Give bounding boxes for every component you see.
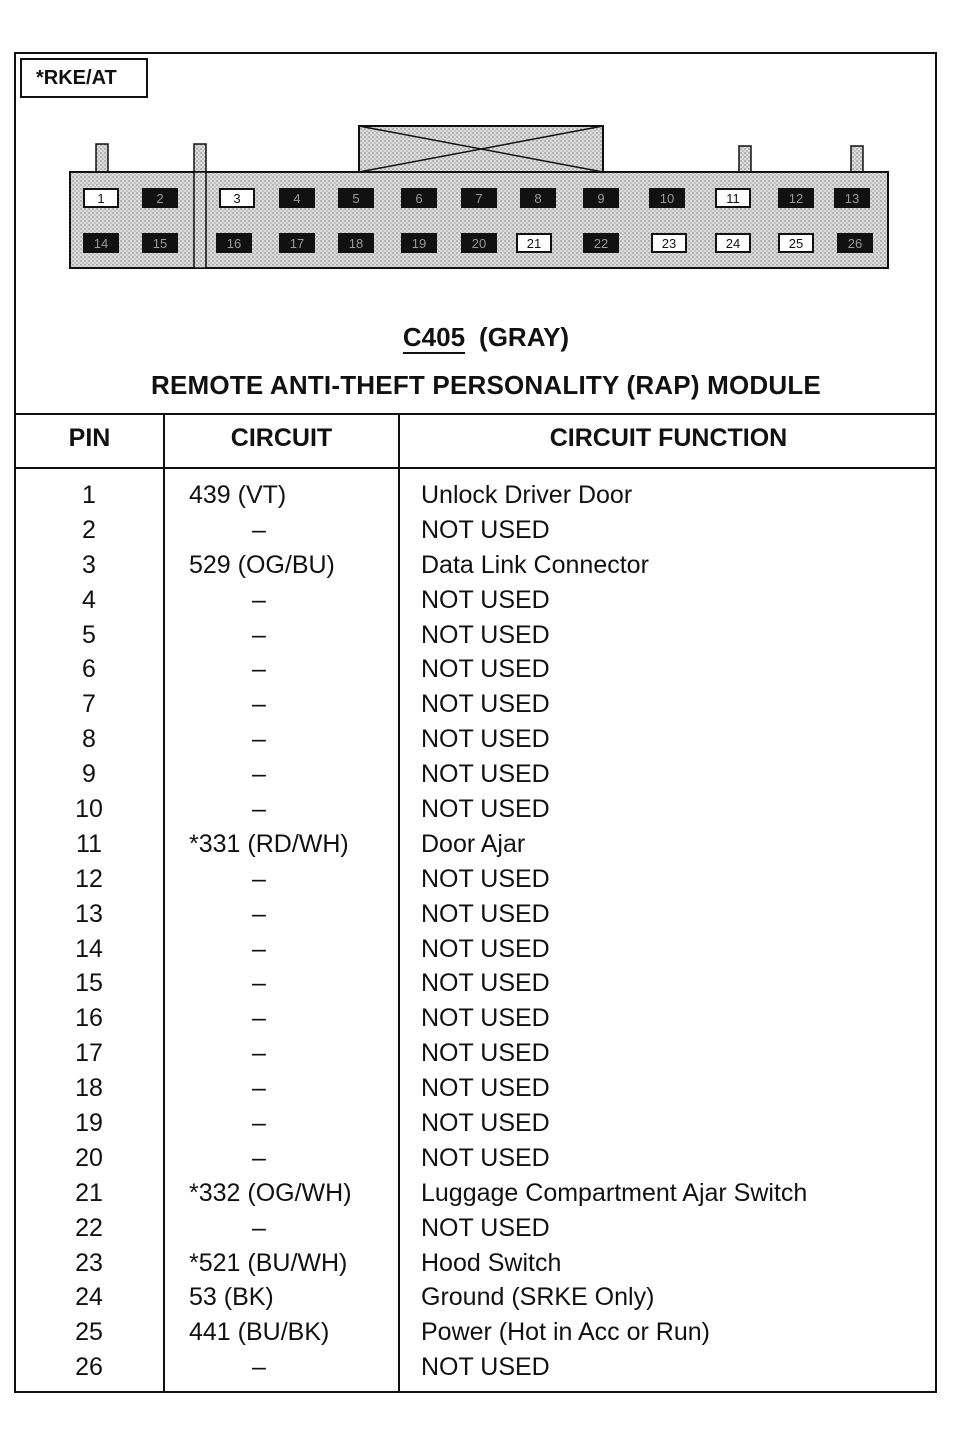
circuit-code: – (252, 1353, 266, 1382)
circuit-code: – (252, 1004, 266, 1033)
pin-number: 15 (75, 969, 103, 998)
circuit-function: NOT USED (421, 899, 550, 928)
connector-title (0, 322, 972, 353)
table-row (14, 1071, 937, 1106)
connector-pin-16 (217, 234, 251, 252)
connector-id: C405 (402, 322, 466, 352)
circuit-function: NOT USED (421, 1004, 550, 1033)
table-row (14, 897, 937, 932)
circuit-code: – (252, 515, 266, 544)
circuit-function: Data Link Connector (421, 550, 649, 579)
circuit-code: – (252, 864, 266, 893)
connector-pin-label: 1 (97, 191, 105, 206)
connector-pin-label: 14 (93, 236, 109, 251)
connector-pin-6 (402, 189, 436, 207)
table-row (14, 1036, 937, 1071)
circuit-code: 439 (VT) (189, 481, 287, 509)
connector-pin-label: 10 (659, 191, 675, 206)
connector-pin-24 (716, 234, 750, 252)
circuit-function: NOT USED (421, 1213, 550, 1242)
connector-pin-label: 13 (844, 191, 860, 206)
divider-top (14, 413, 937, 415)
connector-pin-20 (462, 234, 496, 252)
pinout-table-body (14, 478, 937, 1385)
connector-diagram (0, 0, 972, 300)
module-name: REMOTE ANTI-THEFT PERSONALITY (RAP) MODULE (151, 370, 821, 400)
circuit-function: NOT USED (421, 1109, 550, 1138)
table-row (14, 1246, 937, 1281)
circuit-function: NOT USED (421, 760, 550, 789)
connector-pin-9 (584, 189, 618, 207)
table-row (14, 1211, 937, 1246)
pin-number: 5 (82, 620, 96, 649)
table-row (14, 1176, 937, 1211)
circuit-function: NOT USED (421, 969, 550, 998)
connector-pin-label: 26 (847, 236, 863, 251)
circuit-code: – (252, 585, 266, 614)
connector-pin-11 (716, 189, 750, 207)
circuit-function: NOT USED (421, 864, 550, 893)
table-row (14, 583, 937, 618)
circuit-function: NOT USED (421, 1353, 550, 1382)
pin-number: 10 (75, 795, 103, 824)
connector-pin-15 (143, 234, 177, 252)
connector-color: (GRAY) (479, 322, 570, 352)
connector-pin-label: 4 (293, 191, 301, 206)
circuit-code: – (252, 1143, 266, 1172)
circuit-code: – (252, 620, 266, 649)
rke-at-tag: *RKE/AT (20, 58, 148, 98)
circuit-function: Unlock Driver Door (421, 481, 633, 509)
pin-number: 11 (76, 829, 102, 858)
pin-number: 3 (82, 550, 96, 579)
circuit-function: NOT USED (421, 1039, 550, 1068)
pin-number: 4 (82, 585, 96, 614)
circuit-function: NOT USED (421, 620, 550, 649)
connector-pin-14 (84, 234, 118, 252)
circuit-code: 441 (BU/BK) (189, 1318, 330, 1347)
connector-pin-label: 23 (661, 236, 677, 251)
circuit-code: – (252, 760, 266, 789)
circuit-function: Hood Switch (421, 1248, 562, 1277)
connector-pin-label: 19 (411, 236, 427, 251)
pin-number: 25 (75, 1318, 103, 1347)
connector-pin-21 (517, 234, 551, 252)
connector-pin-10 (650, 189, 684, 207)
connector-pin-label: 7 (475, 191, 483, 206)
circuit-code: – (252, 725, 266, 754)
table-row (14, 757, 937, 792)
table-row (14, 1106, 937, 1141)
pin-number: 22 (75, 1213, 103, 1242)
connector-pin-1 (84, 189, 118, 207)
circuit-function: NOT USED (421, 1074, 550, 1103)
connector-pin-label: 5 (352, 191, 360, 206)
circuit-code: 53 (BK) (189, 1283, 274, 1312)
connector-pin-label: 16 (226, 236, 242, 251)
connector-pin-label: 9 (597, 191, 605, 206)
pin-number: 16 (75, 1004, 103, 1033)
pin-number: 24 (75, 1283, 103, 1312)
circuit-function: Power (Hot in Acc or Run) (421, 1318, 710, 1347)
table-row (14, 548, 937, 583)
connector-pin-23 (652, 234, 686, 252)
connector-pin-13 (835, 189, 869, 207)
connector-pin-25 (779, 234, 813, 252)
connector-pin-label: 21 (526, 236, 542, 251)
circuit-code: – (252, 1213, 266, 1242)
table-row (14, 618, 937, 653)
circuit-code: – (252, 1109, 266, 1138)
circuit-function: NOT USED (421, 934, 550, 963)
connector-pin-label: 17 (289, 236, 305, 251)
circuit-function: Ground (SRKE Only) (421, 1283, 655, 1312)
pin-number: 14 (75, 934, 103, 963)
circuit-code: – (252, 655, 266, 684)
connector-pin-7 (462, 189, 496, 207)
table-row (14, 966, 937, 1001)
table-row (14, 687, 937, 722)
connector-pin-8 (521, 189, 555, 207)
pin-number: 17 (75, 1039, 103, 1068)
circuit-code: 529 (OG/BU) (189, 550, 335, 579)
connector-pin-label: 24 (725, 236, 741, 251)
circuit-code: – (252, 1039, 266, 1068)
connector-pin-label: 15 (152, 236, 168, 251)
connector-pin-22 (584, 234, 618, 252)
connector-pin-label: 20 (471, 236, 487, 251)
connector-body (70, 172, 888, 268)
connector-pin-17 (280, 234, 314, 252)
table-row (14, 1350, 937, 1385)
connector-pin-label: 8 (534, 191, 542, 206)
pin-number: 12 (75, 864, 103, 893)
circuit-code: *521 (BU/WH) (189, 1248, 348, 1277)
connector-pin-26 (838, 234, 872, 252)
circuit-function: NOT USED (421, 585, 550, 614)
connector-pin-label: 2 (156, 191, 164, 206)
circuit-function: NOT USED (421, 655, 550, 684)
header-circuit: CIRCUIT (230, 424, 333, 452)
table-row (14, 827, 937, 862)
connector-pin-label: 11 (726, 191, 740, 206)
pin-number: 9 (82, 760, 96, 789)
table-row (14, 722, 937, 757)
circuit-code: – (252, 1074, 266, 1103)
header-circuit-function: CIRCUIT FUNCTION (549, 424, 788, 452)
connector-pin-label: 6 (415, 191, 423, 206)
circuit-code: – (252, 899, 266, 928)
table-row (14, 1280, 937, 1315)
pin-number: 23 (75, 1248, 103, 1277)
pin-number: 7 (82, 690, 96, 719)
pin-number: 21 (75, 1178, 103, 1207)
circuit-function: NOT USED (421, 1143, 550, 1172)
table-row (14, 792, 937, 827)
pin-number: 18 (75, 1074, 103, 1103)
pin-number: 8 (82, 725, 96, 754)
circuit-code: *331 (RD/WH) (189, 829, 349, 858)
header-pin: PIN (68, 424, 111, 452)
connector-pin-18 (339, 234, 373, 252)
divider-header (14, 467, 937, 469)
table-row (14, 932, 937, 967)
table-row (14, 478, 937, 513)
pin-number: 13 (75, 899, 103, 928)
connector-pin-12 (779, 189, 813, 207)
connector-pin-5 (339, 189, 373, 207)
table-row (14, 652, 937, 687)
pin-number: 2 (82, 515, 96, 544)
connector-divider (194, 172, 206, 268)
circuit-code: – (252, 795, 266, 824)
circuit-function: Luggage Compartment Ajar Switch (421, 1178, 808, 1207)
circuit-function: NOT USED (421, 795, 550, 824)
connector-pin-label: 25 (788, 236, 804, 251)
circuit-function: NOT USED (421, 690, 550, 719)
connector-pin-3 (220, 189, 254, 207)
pin-number: 1 (82, 481, 96, 509)
circuit-function: Door Ajar (421, 829, 526, 858)
connector-pin-2 (143, 189, 177, 207)
circuit-function: NOT USED (421, 725, 550, 754)
table-row (14, 1141, 937, 1176)
table-row (14, 513, 937, 548)
circuit-code: – (252, 969, 266, 998)
table-row (14, 1315, 937, 1350)
connector-pin-19 (402, 234, 436, 252)
connector-pin-label: 12 (788, 191, 804, 206)
connector-pin-label: 3 (233, 191, 241, 206)
circuit-code: – (252, 934, 266, 963)
table-row (14, 862, 937, 897)
table-row (14, 1001, 937, 1036)
circuit-code: *332 (OG/WH) (189, 1178, 352, 1207)
pin-number: 20 (75, 1143, 103, 1172)
connector-pin-label: 18 (348, 236, 364, 251)
pin-number: 6 (82, 655, 96, 684)
connector-pin-label: 22 (593, 236, 609, 251)
circuit-function: NOT USED (421, 515, 550, 544)
circuit-code: – (252, 690, 266, 719)
pin-number: 19 (75, 1109, 103, 1138)
connector-pin-4 (280, 189, 314, 207)
pin-number: 26 (75, 1353, 103, 1382)
